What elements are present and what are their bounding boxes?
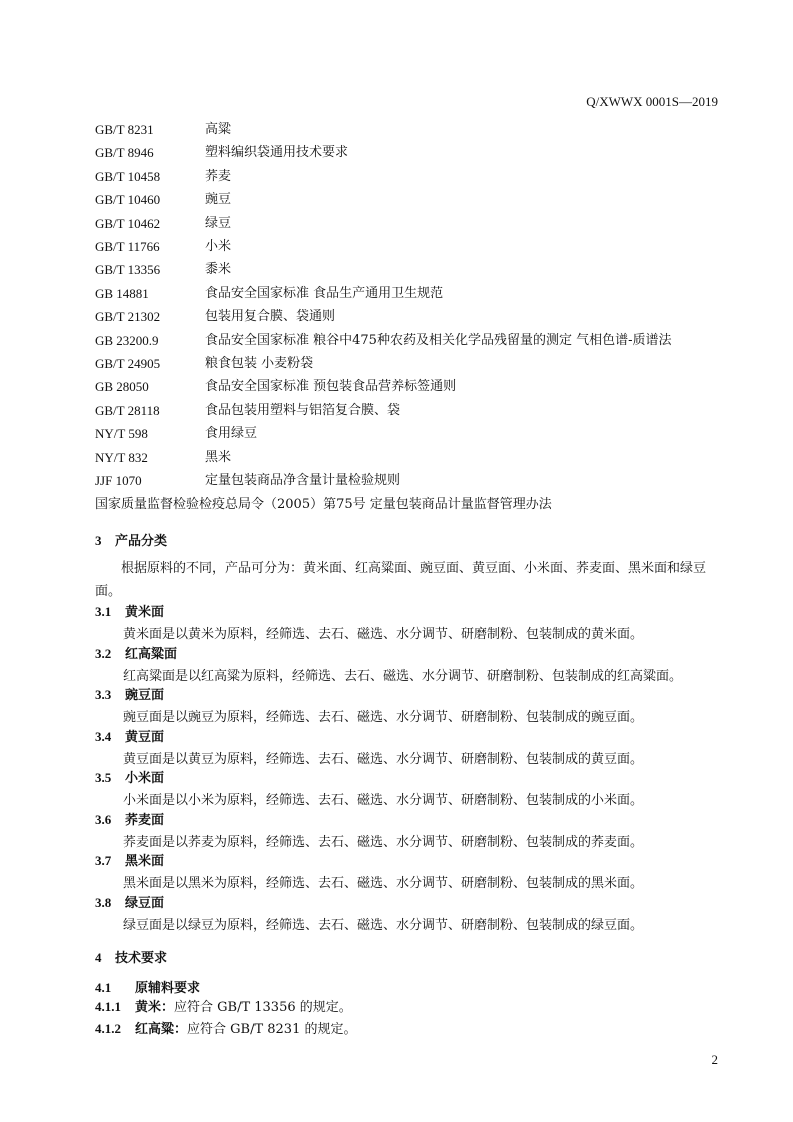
section-4-heading (95, 947, 167, 966)
reference-code: GB/T 8231 (95, 122, 154, 137)
reference-code: GB/T 24905 (95, 356, 161, 371)
subsection-description: 荞麦面是以荞麦为原料，经筛选、去石、磁选、水分调节、研磨制粉、包装制成的荞麦面。 (123, 834, 644, 850)
subsection-number: 3.1 (95, 604, 112, 619)
subsection-title: 黄米面 (125, 605, 165, 620)
subsection-description: 黑米面是以黑米为原料，经筛选、去石、磁选、水分调节、研磨制粉、包装制成的黑米面。 (123, 876, 644, 891)
subsection-title: 红高粱面 (125, 646, 178, 662)
reference-code: GB 28050 (95, 379, 149, 395)
reference-title: 包装用复合膜、袋通则 (205, 309, 336, 325)
subsection-description: 黄豆面是以黄豆为原料，经筛选、去石、磁选、水分调节、研磨制粉、包装制成的黄豆面。 (123, 751, 644, 767)
page-number: 2 (711, 1052, 718, 1067)
reference-title: 高粱 (205, 122, 232, 137)
requirement-label: 黄米： (135, 1000, 175, 1015)
requirement-number: 4.1.1 (95, 999, 121, 1014)
subsection-number: 3.8 (95, 894, 112, 910)
subsection-number: 4.1 (95, 980, 112, 995)
subsection-heading (95, 684, 164, 703)
reference-code: GB 23200.9 (95, 332, 159, 348)
section-title: 产品分类 (115, 534, 168, 549)
subsection-heading (95, 643, 177, 662)
reference-code: JJF 1070 (95, 473, 142, 488)
reference-title: 定量包装商品净含量计量检验规则 (205, 473, 401, 488)
reference-title: 黑米 (205, 449, 232, 465)
reference-title: 塑料编织袋通用技术要求 (205, 145, 349, 161)
reference-code: NY/T 832 (95, 449, 148, 465)
reference-code: GB/T 11766 (95, 239, 160, 254)
subsection-number: 3.2 (95, 645, 112, 661)
reference-title: 绿豆 (205, 215, 232, 231)
section-number: 4 (95, 950, 102, 965)
reference-code: GB/T 28118 (95, 402, 160, 418)
subsection-description: 豌豆面是以豌豆为原料，经筛选、去石、磁选、水分调节、研磨制粉、包装制成的豌豆面。 (123, 710, 644, 725)
subsection-heading (95, 892, 164, 911)
subsection-title: 豌豆面 (125, 688, 165, 703)
reference-title: 食品包装用塑料与铝箔复合膜、袋 (205, 402, 401, 418)
subsection-number: 3.5 (95, 770, 112, 785)
subsection-title: 荞麦面 (125, 812, 165, 828)
requirement-line (95, 996, 352, 1015)
document-code-header: Q/XWWX 0001S—2019 (586, 94, 718, 109)
requirement-text: 应符合 GB/T 8231 的规定。 (187, 1022, 357, 1037)
subsection-heading (95, 850, 164, 869)
subsection-heading (95, 809, 164, 828)
reference-code: GB/T 13356 (95, 262, 161, 278)
reference-code: GB/T 21302 (95, 309, 161, 325)
requirement-text: 应符合 GB/T 13356 的规定。 (174, 1000, 352, 1015)
subsection-title: 黑米面 (125, 854, 165, 869)
subsection-description: 红高粱面是以红高粱为原料，经筛选、去石、磁选、水分调节、研磨制粉、包装制成的红高粱面。 (123, 668, 683, 684)
subsection-number: 3.3 (95, 687, 112, 702)
subsection-heading (95, 767, 164, 786)
reference-code: NY/T 598 (95, 426, 148, 442)
reference-code: GB/T 10458 (95, 168, 161, 184)
subsection-4-1-heading (95, 977, 200, 996)
requirement-line (95, 1018, 357, 1037)
section-3-intro: 根据原料的不同，产品可分为：黄米面、红高粱面、豌豆面、黄豆面、小米面、荞麦面、黑米面和绿豆面。 (95, 561, 707, 599)
reference-title: 小米 (205, 239, 232, 254)
reference-title: 食品安全国家标准 粮谷中475种农药及相关化学品残留量的测定 气相色谱-质谱法 (205, 332, 672, 348)
reference-code: GB/T 10462 (95, 215, 161, 231)
subsection-number: 3.7 (95, 853, 112, 868)
subsection-description: 小米面是以小米为原料，经筛选、去石、磁选、水分调节、研磨制粉、包装制成的小米面。 (123, 793, 644, 808)
reference-title: 豌豆 (205, 192, 232, 208)
subsection-title: 小米面 (125, 771, 165, 786)
reference-code: GB/T 10460 (95, 192, 161, 208)
subsection-title: 黄豆面 (125, 729, 165, 745)
reference-title: 食用绿豆 (205, 426, 258, 442)
requirement-label: 红高粱： (135, 1022, 188, 1037)
reference-title: 粮食包装 小麦粉袋 (205, 356, 314, 371)
section-3-heading (95, 530, 167, 549)
reference-code: GB 14881 (95, 285, 149, 301)
section-number: 3 (95, 533, 102, 548)
reference-code: GB/T 8946 (95, 145, 154, 161)
subsection-description: 绿豆面是以绿豆为原料，经筛选、去石、磁选、水分调节、研磨制粉、包装制成的绿豆面。 (123, 917, 644, 933)
reference-title: 荞麦 (205, 168, 232, 184)
subsection-heading (95, 726, 164, 745)
subsection-heading (95, 601, 164, 620)
reference-title: 黍米 (205, 262, 232, 278)
subsection-title: 原辅料要求 (135, 981, 201, 996)
requirement-number: 4.1.2 (95, 1021, 121, 1036)
subsection-number: 3.4 (95, 728, 112, 744)
decree-reference: 国家质量监督检验检疫总局令（2005）第75号 定量包装商品计量监督管理办法 (95, 497, 552, 512)
reference-title: 食品安全国家标准 食品生产通用卫生规范 (205, 285, 444, 301)
section-title: 技术要求 (115, 951, 168, 966)
subsection-number: 3.6 (95, 811, 112, 827)
subsection-title: 绿豆面 (125, 895, 165, 911)
subsection-description: 黄米面是以黄米为原料，经筛选、去石、磁选、水分调节、研磨制粉、包装制成的黄米面。 (123, 627, 644, 642)
reference-title: 食品安全国家标准 预包装食品营养标签通则 (205, 379, 457, 395)
